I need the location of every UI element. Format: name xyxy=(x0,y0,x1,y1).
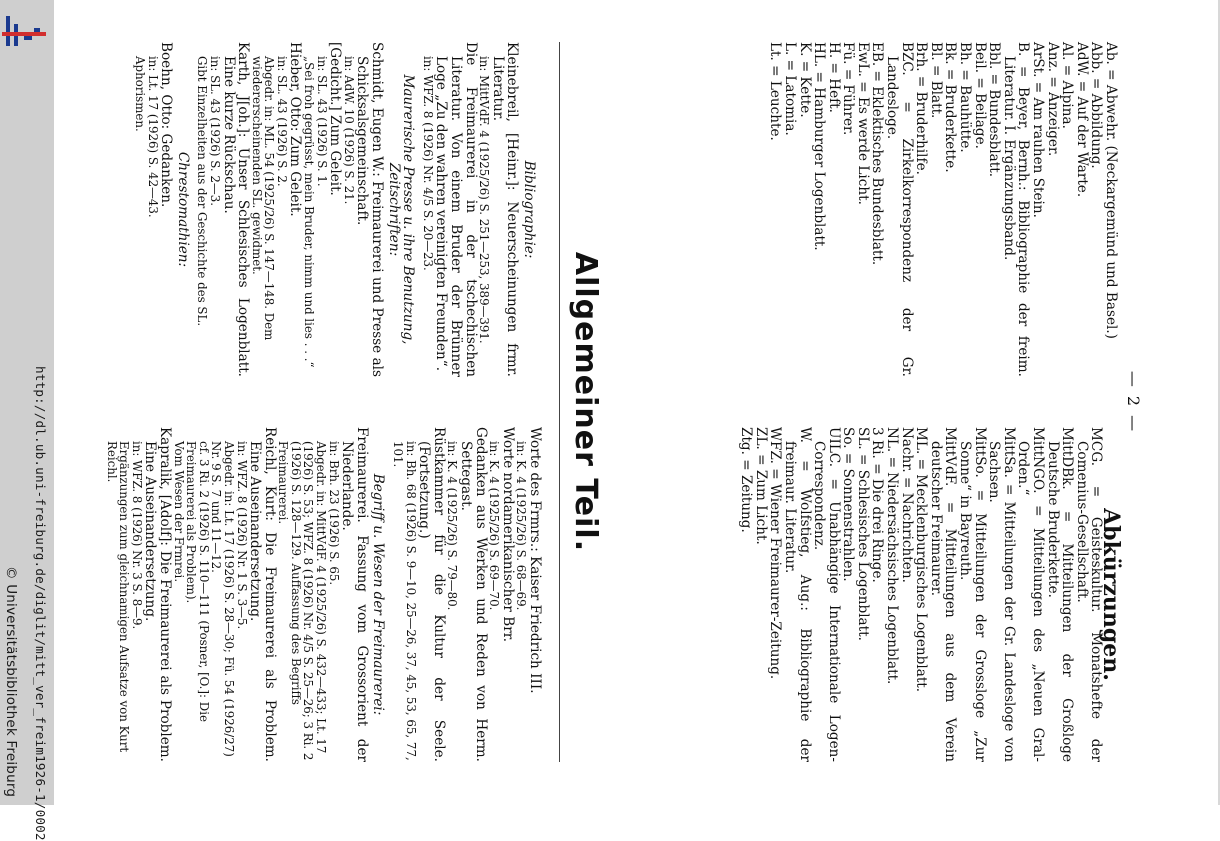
bib-citation: in: Brh. 23 (1926) S. 65. xyxy=(326,441,341,586)
bib-entry: Die Freimaurerei in der tschechischen Literatur. Von einem Bruder der Brünner Loge „Zu den wahren vereinigten Freunden“. xyxy=(433,42,479,377)
bib-entry: Schmidt, Eugen W.: Freimaurerei und Presse als Schicksalsgemeinschaft. xyxy=(354,42,386,377)
bib-entry: Gedanken aus Werken und Reden von Herm. Settegast. xyxy=(458,427,489,762)
abbreviation-entry: Bbl. = Bundesblatt. xyxy=(986,42,1003,178)
abbreviation-entry: SL. = Schlesisches Logenblatt. xyxy=(854,427,871,641)
abbreviation-list-right xyxy=(739,427,1104,762)
bib-citation: in: WFZ. 8 (1926) Nr. 4/5 S. 20—23. xyxy=(420,56,435,271)
abbreviation-entry: Bl. = Blatt. xyxy=(927,42,944,119)
bib-entry: Rüstkammer für die Kultur der Seele. (Fortsetzung.) xyxy=(416,427,447,762)
bib-annotation: cf. 3 Ri. 2 (1926) S. 110—111 (Posner, [O.]: Die Freimaurerei als Problem). xyxy=(184,441,211,722)
abbreviation-entry: B. = Beyer, Bernh.: Bibliographie der freim. Literatur. I. Ergänzungsband. xyxy=(1000,42,1032,377)
bib-citation: in: K. 4 (1925/26) S. 68—69. xyxy=(514,441,529,611)
abbreviation-entry: AdW. = Auf der Warte. xyxy=(1073,42,1090,198)
abbreviation-entry: WFZ. = Wiener Freimaurer-Zeitung. xyxy=(767,427,784,680)
subheading-concept: Begriff u. Wesen der Freimaurerei: xyxy=(370,473,387,716)
abbreviation-entry: Beil. = Beilage. xyxy=(971,42,988,149)
bib-entry: Reichl, Kurt: Die Freimaurerei als Problem. Eine Auseinandersetzung. xyxy=(247,427,278,762)
abbreviation-entry: MittSo. = Mitteilungen der Grossloge „Zur Sonne“ in Bayreuth. xyxy=(957,427,988,762)
abbreviation-entry: Anz. = Anzeiger. xyxy=(1044,42,1061,157)
bib-citation: in: Lt. 17 (1926) S. 42—43. xyxy=(145,56,160,218)
abbreviations-left-column xyxy=(768,42,1118,377)
bib-annotation: „Sei froh gegrüsst, mein Bruder, nimm und lies . . .“ xyxy=(302,56,317,368)
abbreviation-entry: BZC. = Zirkelkorrespondenz der Gr. Landesloge. xyxy=(884,42,915,377)
abbreviation-entry: Nachr. = Nachrichten. xyxy=(898,427,915,583)
bib-annotation: Abgedr. in: ML. 54 (1925/26) S. 147—148. Dem wiedererscheinenden SL. gewidmet. xyxy=(249,56,277,341)
abbreviation-entry: ZL. = Zum Licht. xyxy=(752,427,769,545)
document-url[interactable]: http://dl.ub.uni-freiburg.de/diglit/mitt_ver_freim1926-1/0002 xyxy=(33,366,48,841)
bib-annotation: Abgedr. in: MittVdF. 4 (1925/26) S. 432—433; Lt. 17 (1926) S. 53; WFZ. 8 (1926) Nr. 4/5 S. 25—26; 3 Ri. 2 (1926) S. 128—129. Auffassung des Begriffs Freimaurerei. xyxy=(276,441,329,761)
bib-citation: in: MittVdF. 4 (1925/26) S. 251—253, 389—391. xyxy=(477,56,492,344)
page-number: — 2 — xyxy=(1124,370,1143,434)
abbreviation-entry: Abb. = Abbildung. xyxy=(1088,42,1105,169)
bib-citation: in: WFZ. 8 (1926) Nr. 3 S. 8—9. xyxy=(129,441,144,630)
bib-entry: Boehn, Otto: Gedanken. xyxy=(158,42,175,208)
abbreviation-entry: W. = Wolfstieg, Aug.: Bibliographie der freimaur. Literatur. xyxy=(781,427,813,762)
bib-citation: in: K. 4 (1925/26) S. 69—70. xyxy=(487,441,502,611)
bib-citation: in: K. 4 (1925/26) S. 79—80. xyxy=(445,441,460,611)
abbreviation-entry: UILC. = Unabhängige Internationale Logen-Correspondenz. xyxy=(811,427,842,762)
subheading-bibliography: Bibliographie: xyxy=(521,160,537,259)
abbreviation-entry: EB. = Eklektisches Bundesblatt. xyxy=(869,42,886,266)
viewer-sidebar xyxy=(0,0,54,841)
scanned-page xyxy=(90,42,1143,762)
copyright-notice: © Universitätsbibliothek Freiburg xyxy=(3,566,19,798)
bib-entry: Karth, J[oh.]: Unser Schlesisches Logenblatt. Eine kurze Rückschau. xyxy=(220,42,252,377)
abbreviation-entry: NL. = Niedersächsisches Logenblatt. xyxy=(884,427,901,685)
section-title: Allgemeiner Teil. xyxy=(568,251,603,553)
bib-entry: Kapralik, [Adolf]: Die Freimaurerei als Problem. Eine Auseinandersetzung. xyxy=(142,427,173,762)
abbreviation-entry: So. = Sonnenstrahlen. xyxy=(840,427,857,582)
bib-annotation: Ergänzungen zum gleichnamigen Aufsatze von Kurt Reichl. xyxy=(104,441,132,753)
bibliography-right-column xyxy=(105,427,542,762)
abbreviation-entry: ML. = Mecklenburgisches Logenblatt. xyxy=(913,427,930,693)
abbreviation-entry: Ztg. = Zeitung. xyxy=(738,427,755,533)
subheading-press: Maurerische Presse u. ihre Benutzung, Zeitschriften: xyxy=(385,74,417,345)
bib-entry: Hieber, Otto: Zum Geleit. xyxy=(287,42,304,217)
bib-citation: in: SL. 43 (1926) S. 2—3. xyxy=(207,56,222,206)
abbreviation-entry: Lt. = Leuchte. xyxy=(767,42,784,141)
abbreviations-right-column xyxy=(738,427,1124,762)
bib-entry: Kleinebreil, [Heinr.]: Neuerscheinungen frmr. Literatur. xyxy=(489,42,521,377)
abbreviation-entry: MittDBk. = Mitteilungen der Großloge Deutsche Bruderkette. xyxy=(1044,427,1076,762)
bibliography-left-column xyxy=(133,42,542,377)
abbreviation-entry: MCG. = Geisteskultur. Monatshefte der Comenius-Gesellschaft. xyxy=(1073,427,1105,762)
bib-annotation: Vom Wesen der Frmrei. xyxy=(171,441,186,583)
bib-citation: in: SL. 43 (1926) S. 1. xyxy=(314,56,329,187)
subheading-chrestomathies: Chrestomathien: xyxy=(174,151,191,268)
abbreviation-entry: 3 Ri. = Die drei Ringe. xyxy=(869,427,886,583)
abbreviation-entry: H. = Heft. xyxy=(825,42,842,113)
abbreviation-entry: L. = Latomia. xyxy=(781,42,798,136)
abbreviations-heading: Abkürzungen. xyxy=(1098,508,1124,681)
abbreviation-entry: EwL. = Es werde Licht. xyxy=(854,42,871,205)
abbreviation-entry: MittVdF. = Mitteilungen aus dem Verein deutscher Freimaurer. xyxy=(927,427,959,762)
column-divider xyxy=(559,42,560,762)
bib-citation: in: Bh. 68 (1926) S. 9—10, 25—26, 37, 45, 53, 65, 77, 101. xyxy=(391,441,418,761)
abbreviation-entry: ArSt. = Am rauhen Stein. xyxy=(1030,42,1047,218)
abbreviation-list-left xyxy=(768,42,1118,377)
abbreviation-entry: Fü. = Führer. xyxy=(840,42,857,136)
bib-entry: Worte nordamerikanischer Brr. xyxy=(499,427,516,643)
bib-entry: [Gedicht.] Zum Geleit. xyxy=(327,42,344,196)
bib-annotation: Abgedr. in: Lt. 17 (1926) S. 28—30; Fü. 54 (1926/27) Nr. 9 S. 7 und 11—12. xyxy=(209,441,236,757)
abbreviation-entry: MittNGO. = Mitteilungen des „Neuen Gral-Orden.“ xyxy=(1015,427,1047,762)
bib-entry: Worte des Frmrs.: Kaiser Friedrich III. xyxy=(527,427,543,694)
library-logo-icon xyxy=(2,14,46,48)
abbreviation-entry: HL. = Hamburger Logenblatt. xyxy=(811,42,828,251)
abbreviation-entry: MittSa. = Mitteilungen der Gr. Landesloge von Sachsen. xyxy=(986,427,1017,762)
abbreviation-entry: Bk. = Bruderkette. xyxy=(942,42,959,173)
abbreviation-entry: Al. = Alpina. xyxy=(1059,42,1076,129)
bib-citation: in: SL. 43 (1926) S. 2. xyxy=(274,56,289,187)
abbreviation-entry: Brh. = Bruderhilfe. xyxy=(913,42,930,175)
bib-annotation: Aphorismen. xyxy=(132,56,147,132)
abbreviation-entry: K. = Kette. xyxy=(796,42,813,118)
bib-entry: Freimaurerei. Fassung vom Grossorient der Niederlande. xyxy=(339,427,370,762)
abbreviation-entry: Bh. = Bauhütte. xyxy=(957,42,974,153)
abbreviation-entry: Ab. = Abwehr. (Neckargemünd und Basel.) xyxy=(1103,42,1119,339)
bib-citation: in: AdW. 10 (1926) S. 21. xyxy=(341,56,356,205)
bib-citation: in: WFZ. 8 (1926) Nr. 1 S. 3—5. xyxy=(234,441,249,630)
bib-annotation: Gibt Einzelheiten aus der Geschichte des SL. xyxy=(195,56,210,327)
